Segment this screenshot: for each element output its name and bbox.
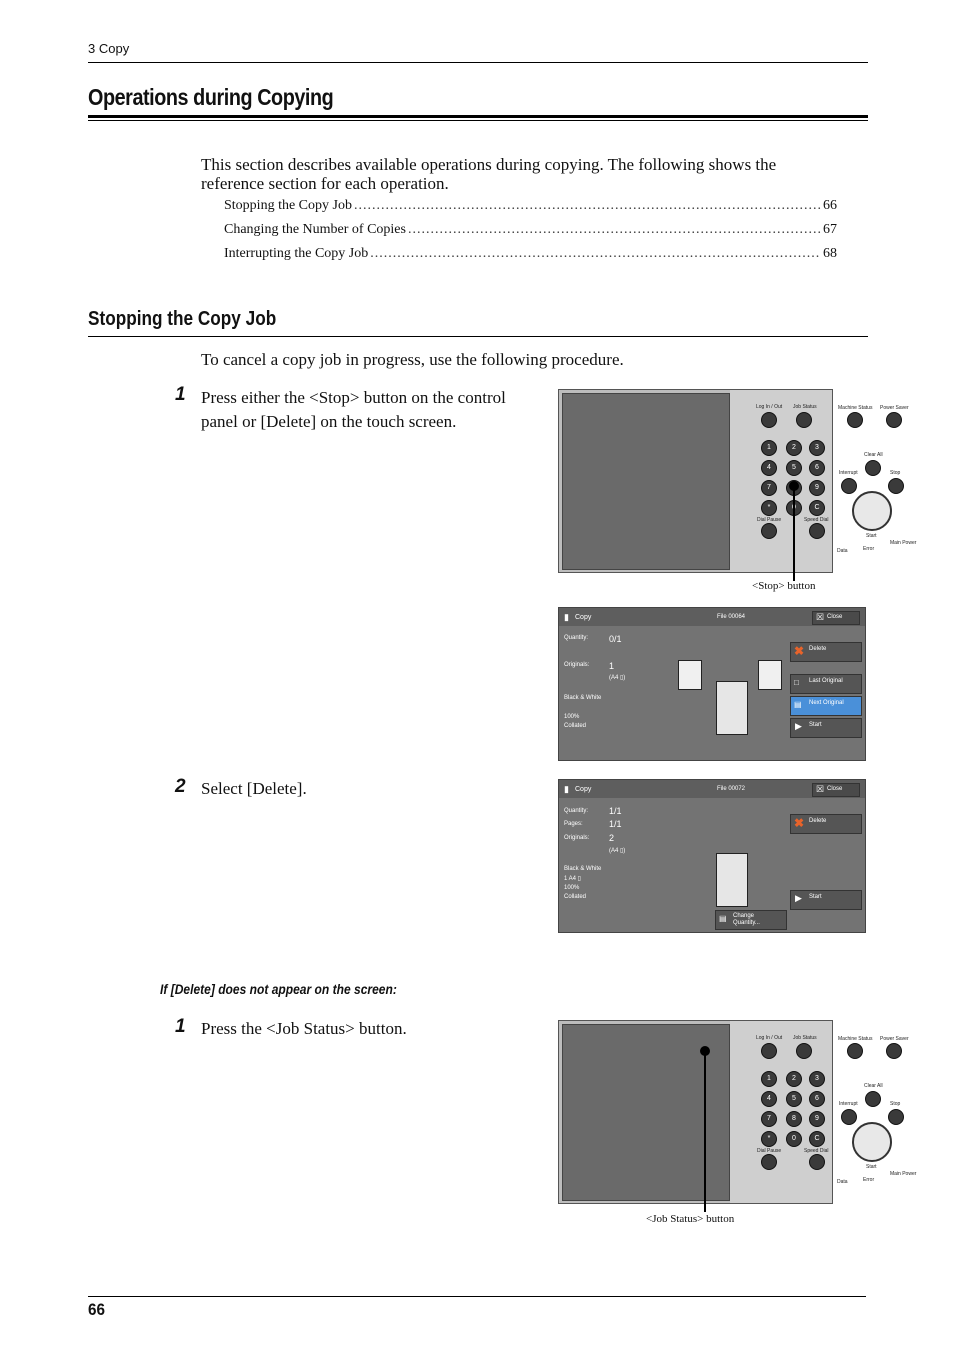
interrupt-label: Interrupt — [839, 470, 858, 476]
delete-x-icon: ✖ — [794, 816, 805, 830]
close-label: Close — [827, 614, 843, 620]
stop-button[interactable] — [888, 478, 904, 494]
keypad-area — [730, 1021, 917, 1203]
speed-dial-button[interactable] — [809, 523, 825, 539]
key-1[interactable]: 1 — [761, 1071, 777, 1087]
stop-callout-dot — [789, 481, 799, 491]
quantity-label: Quantity: — [564, 808, 589, 814]
dial-pause-button[interactable] — [761, 1154, 777, 1170]
section-intro: To cancel a copy job in progress, use the following procedure. — [201, 350, 624, 369]
close-button[interactable] — [812, 611, 860, 625]
key-3[interactable]: 3 — [809, 440, 825, 456]
color-mode: Black & White — [564, 695, 602, 701]
toc-page: 67 — [823, 222, 837, 237]
control-panel-illustration — [558, 1020, 917, 1204]
log-in-out-button[interactable] — [761, 1043, 777, 1059]
title-rule-thin — [88, 120, 868, 121]
delete-button[interactable] — [790, 814, 862, 834]
chapter-header: 3 Copy — [88, 41, 130, 56]
intro-line-2: reference section for each operation. — [201, 174, 449, 193]
toc-item[interactable] — [224, 222, 837, 238]
power-saver-button[interactable] — [886, 1043, 902, 1059]
key-1[interactable]: 1 — [761, 440, 777, 456]
machine-icon — [716, 681, 748, 735]
touch-screen-copy-1 — [558, 607, 866, 761]
step-text-line-2: panel or [Delete] on the touch screen. — [201, 412, 457, 431]
start-button[interactable] — [790, 718, 862, 738]
subsection-title: If [Delete] does not appear on the screen: — [160, 981, 397, 997]
quantity-icon: ▤ — [719, 914, 727, 923]
key-star[interactable]: * — [761, 1131, 777, 1147]
stop-button[interactable] — [888, 1109, 904, 1125]
quantity-value: 0/1 — [609, 634, 622, 644]
touch-screen-copy-2 — [558, 779, 866, 933]
toc-label: Stopping the Copy Job — [224, 198, 352, 213]
machine-status-button[interactable] — [847, 412, 863, 428]
footer-rule — [88, 1296, 866, 1297]
copy-icon: ▮ — [564, 784, 569, 794]
key-5[interactable]: 5 — [786, 1091, 802, 1107]
data-label: Data — [837, 1179, 848, 1185]
originals-value: 1 — [609, 661, 615, 671]
key-5[interactable]: 5 — [786, 460, 802, 476]
close-icon: ☒ — [816, 612, 825, 622]
step-number: 2 — [175, 776, 186, 797]
key-4[interactable]: 4 — [761, 460, 777, 476]
dial-pause-label: Dial Pause — [757, 1148, 782, 1154]
data-label: Data — [837, 548, 848, 554]
step-text — [201, 386, 551, 434]
main-power-label: Main Power — [890, 540, 917, 546]
step-text: Press the <Job Status> button. — [201, 1019, 407, 1038]
key-3[interactable]: 3 — [809, 1071, 825, 1087]
job-status-callout-dot — [700, 1046, 710, 1056]
zoom-value: 100% — [564, 714, 580, 720]
key-2[interactable]: 2 — [786, 1071, 802, 1087]
clear-all-label: Clear All — [864, 1083, 883, 1089]
copy-icon: ▮ — [564, 612, 569, 622]
stop-label: Stop — [890, 1101, 901, 1107]
touch-screen-area — [562, 393, 730, 570]
page-title: Operations during Copying — [88, 84, 334, 110]
toc-item[interactable] — [224, 198, 837, 214]
start-label: Start — [809, 722, 822, 728]
interrupt-button[interactable] — [841, 478, 857, 494]
originals-size: (A4 ▯) — [609, 848, 626, 854]
intro-line-1: This section describes available operations during copying. The following shows the — [201, 155, 777, 174]
machine-icon — [716, 853, 748, 907]
key-6[interactable]: 6 — [809, 460, 825, 476]
originals-label: Originals: — [564, 662, 590, 668]
key-7[interactable]: 7 — [761, 1111, 777, 1127]
power-saver-label: Power Saver — [880, 405, 909, 411]
job-status-button[interactable] — [796, 412, 812, 428]
speed-dial-label: Speed Dial — [804, 1148, 829, 1154]
toc-label: Changing the Number of Copies — [224, 222, 406, 237]
step-text: Select [Delete]. — [201, 779, 307, 798]
collate-value: Collated — [564, 723, 587, 729]
speed-dial-button[interactable] — [809, 1154, 825, 1170]
interrupt-button[interactable] — [841, 1109, 857, 1125]
job-status-button-caption: <Job Status> button — [646, 1213, 735, 1225]
zoom-value: 100% — [564, 885, 580, 891]
section-title: Stopping the Copy Job — [88, 308, 277, 330]
intro-paragraph — [201, 153, 841, 196]
step-number: 1 — [175, 384, 186, 405]
delete-label: Delete — [809, 646, 827, 652]
tray-value: 1 A4 ▯ — [564, 876, 581, 882]
pages-value: 1/1 — [609, 819, 622, 829]
speed-dial-label: Speed Dial — [804, 517, 829, 523]
page-number: 66 — [88, 1300, 106, 1319]
next-original-icon: ▤ — [794, 700, 802, 709]
toc-item[interactable] — [224, 246, 837, 262]
clear-all-button[interactable] — [865, 1091, 881, 1107]
quantity-value: 1/1 — [609, 806, 622, 816]
power-saver-label: Power Saver — [880, 1036, 909, 1042]
key-8[interactable]: 8 — [786, 1111, 802, 1127]
start-button[interactable] — [852, 491, 892, 531]
toc-label: Interrupting the Copy Job — [224, 246, 369, 261]
machine-status-button[interactable] — [847, 1043, 863, 1059]
job-status-label: Job Status — [793, 404, 817, 410]
key-2[interactable]: 2 — [786, 440, 802, 456]
key-0[interactable]: 0 — [786, 1131, 802, 1147]
log-in-out-label: Log In / Out — [756, 1035, 783, 1041]
next-original-label: Next Original — [809, 700, 844, 706]
step-number: 1 — [175, 1016, 186, 1037]
change-quantity-label: Change Quantity... — [733, 913, 760, 926]
machine-status-label: Machine Status — [838, 1036, 873, 1042]
document-icon — [678, 660, 702, 690]
last-original-icon: □ — [794, 678, 799, 687]
header-rule — [88, 62, 868, 63]
power-saver-button[interactable] — [886, 412, 902, 428]
key-9[interactable]: 9 — [809, 1111, 825, 1127]
interrupt-label: Interrupt — [839, 1101, 858, 1107]
key-c[interactable]: C — [809, 500, 825, 516]
delete-button[interactable] — [790, 642, 862, 662]
keypad-area — [730, 390, 917, 572]
title-rule-thick — [88, 115, 868, 118]
collate-value: Collated — [564, 894, 587, 900]
originals-size: (A4 ▯) — [609, 675, 626, 681]
key-4[interactable]: 4 — [761, 1091, 777, 1107]
toc-page: 68 — [823, 246, 837, 261]
dial-pause-button[interactable] — [761, 523, 777, 539]
key-star[interactable]: * — [761, 500, 777, 516]
delete-label: Delete — [809, 818, 827, 824]
play-icon: ▶ — [795, 893, 802, 903]
document-icon — [758, 660, 782, 690]
start-label: Start — [809, 894, 822, 900]
app-title: Copy — [575, 614, 592, 621]
key-c[interactable]: C — [809, 1131, 825, 1147]
file-label: File 00064 — [717, 614, 746, 620]
error-label: Error — [863, 1177, 875, 1183]
toc-page: 66 — [823, 198, 837, 213]
color-mode: Black & White — [564, 866, 602, 872]
key-9[interactable]: 9 — [809, 480, 825, 496]
clear-all-button[interactable] — [865, 460, 881, 476]
step-text-line-1: Press either the <Stop> button on the control — [201, 388, 506, 407]
stop-button-caption: <Stop> button — [752, 580, 816, 592]
next-original-button[interactable] — [790, 696, 862, 716]
last-original-button[interactable] — [790, 674, 862, 694]
machine-status-label: Machine Status — [838, 405, 873, 411]
delete-x-icon: ✖ — [794, 644, 805, 658]
stop-callout-line — [793, 485, 795, 581]
start-label: Start — [866, 533, 877, 539]
job-status-callout-line — [704, 1052, 706, 1212]
job-status-button[interactable] — [796, 1043, 812, 1059]
start-label: Start — [866, 1164, 877, 1170]
close-button[interactable] — [812, 783, 860, 797]
pages-label: Pages: — [564, 821, 583, 827]
job-status-label: Job Status — [793, 1035, 817, 1041]
stop-label: Stop — [890, 470, 901, 476]
section-rule — [88, 336, 868, 337]
key-6[interactable]: 6 — [809, 1091, 825, 1107]
change-quantity-button[interactable] — [715, 910, 787, 930]
clear-all-label: Clear All — [864, 452, 883, 458]
originals-value: 2 — [609, 833, 615, 843]
close-label: Close — [827, 786, 843, 792]
last-original-label: Last Original — [809, 678, 843, 684]
originals-label: Originals: — [564, 835, 590, 841]
app-title: Copy — [575, 786, 592, 793]
key-7[interactable]: 7 — [761, 480, 777, 496]
start-button[interactable] — [852, 1122, 892, 1162]
quantity-label: Quantity: — [564, 635, 589, 641]
play-icon: ▶ — [795, 721, 802, 731]
start-button[interactable] — [790, 890, 862, 910]
close-icon: ☒ — [816, 784, 825, 794]
file-label: File 00072 — [717, 786, 746, 792]
dial-pause-label: Dial Pause — [757, 517, 782, 523]
error-label: Error — [863, 546, 875, 552]
log-in-out-button[interactable] — [761, 412, 777, 428]
log-in-out-label: Log In / Out — [756, 404, 783, 410]
main-power-label: Main Power — [890, 1171, 917, 1177]
